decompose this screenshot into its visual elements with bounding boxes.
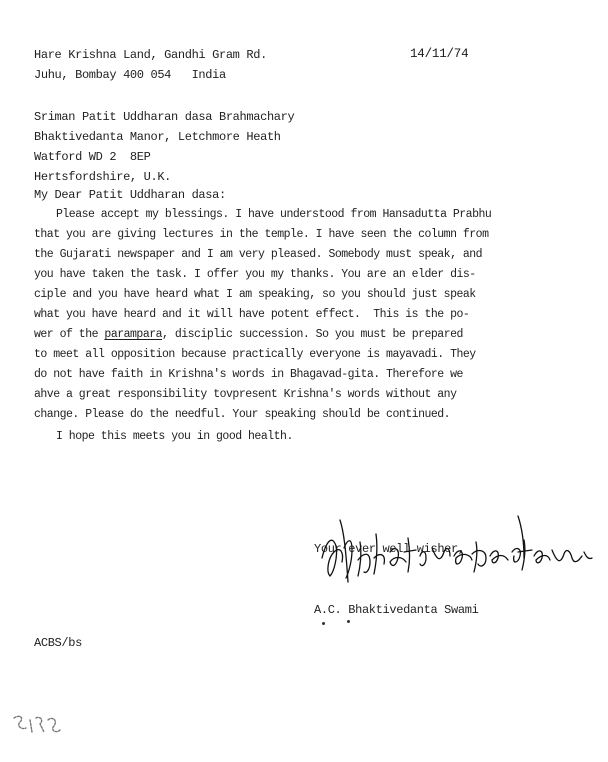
body-line: Please accept my blessings. I have understood from Hansadutta Prabhu — [56, 208, 492, 221]
body-line: I hope this meets you in good health. — [56, 430, 293, 443]
body-line: you have taken the task. I offer you my thanks. You are an elder dis- — [34, 268, 476, 281]
archive-stamp-mark — [8, 708, 64, 744]
body-line: ahve a great responsibility tovpresent Krishna's words without any — [34, 388, 457, 401]
recipient-name: Sriman Patit Uddharan dasa Brahmachary — [34, 110, 295, 124]
ink-dot — [322, 622, 325, 625]
sender-address-line2: Juhu, Bombay 400 054 India — [34, 68, 226, 82]
letter-date: 14/11/74 — [410, 47, 469, 61]
body-line: that you are giving lectures in the temple. I have seen the column from — [34, 228, 489, 241]
typist-initials: ACBS/bs — [34, 636, 82, 650]
body-line: ciple and you have heard what I am speaking, so you should just speak — [34, 288, 476, 301]
underlined-term: parampara — [104, 328, 163, 341]
body-line: change. Please do the needful. Your speaking should be continued. — [34, 408, 451, 421]
salutation: My Dear Patit Uddharan dasa: — [34, 188, 226, 202]
recipient-address-line2: Watford WD 2 8EP — [34, 150, 151, 164]
body-line: do not have faith in Krishna's words in Bhagavad-gita. Therefore we — [34, 368, 463, 381]
body-line: to meet all opposition because practically everyone is mayavadi. They — [34, 348, 476, 361]
recipient-address-line1: Bhaktivedanta Manor, Letchmore Heath — [34, 130, 281, 144]
sender-address-line1: Hare Krishna Land, Gandhi Gram Rd. — [34, 48, 267, 62]
body-text: , disciplic succession. So you must be prepared — [162, 328, 463, 341]
recipient-address-line3: Hertsfordshire, U.K. — [34, 170, 172, 184]
closing-line: Your ever well wisher, — [314, 542, 465, 556]
body-line: what you have heard and it will have potent effect. This is the po- — [34, 308, 470, 321]
handwritten-signature — [310, 512, 600, 592]
body-line — [34, 328, 463, 342]
body-text: wer of the — [34, 328, 105, 341]
ink-dot — [347, 620, 350, 623]
signatory-name: A.C. Bhaktivedanta Swami — [314, 603, 479, 617]
body-line: the Gujarati newspaper and I am very pleased. Somebody must speak, and — [34, 248, 483, 261]
